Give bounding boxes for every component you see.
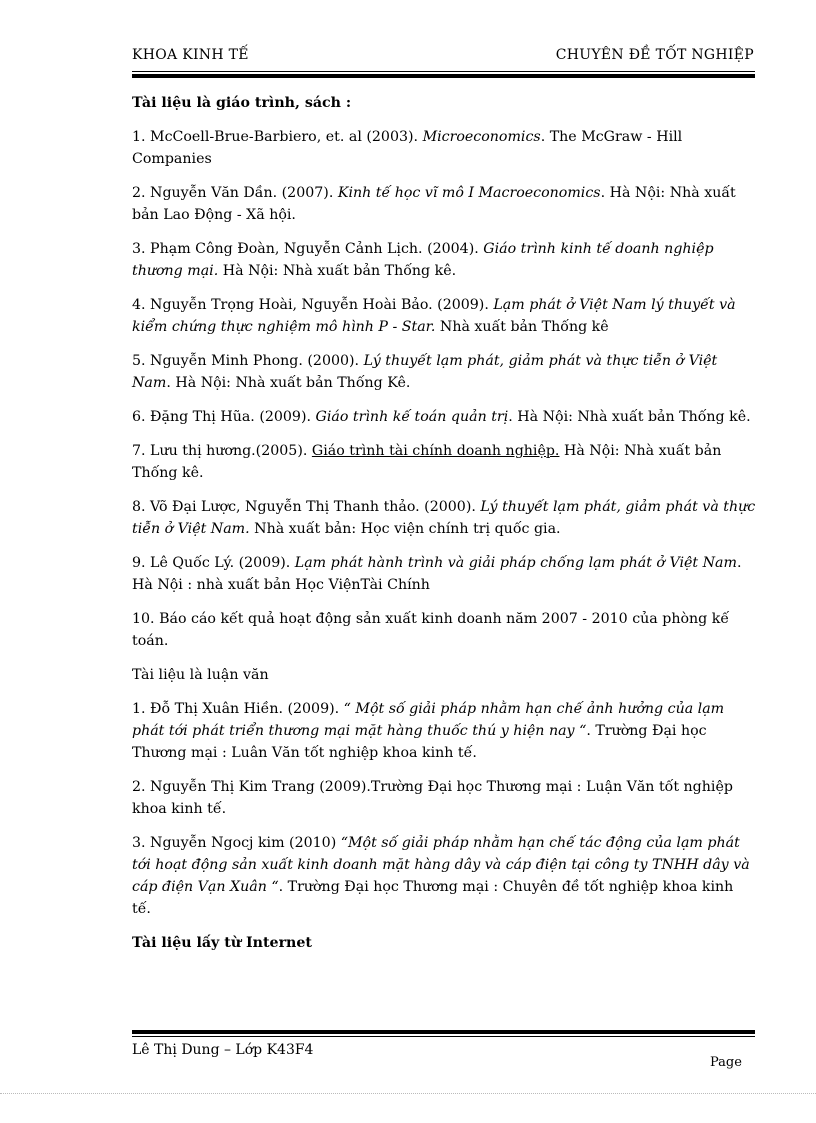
books-heading: Tài liệu là giáo trình, sách : [132,95,352,111]
header-faculty: KHOA KINH TẾ [132,47,249,63]
footer-rule-thin [132,1036,755,1037]
page-header [132,47,754,69]
header-rule-thin [132,71,755,72]
theses-heading: Tài liệu là luận văn [132,667,269,683]
thesis-ref-2: 2. Nguyễn Thị Kim Trang (2009).Trường Đại học Thương mại : Luận Văn tốt nghiệp khoa kinh tế. [132,779,733,817]
book-ref-2: 2. Nguyễn Văn Dần. (2007). Kinh tế học vĩ mô I Macroeconomics. Hà Nội: Nhà xuất bản Lao Động - Xã hội. [132,185,736,223]
page-bottom-divider [0,1093,816,1094]
footer-page-label: Page [710,1055,742,1070]
book-ref-4: 4. Nguyễn Trọng Hoài, Nguyễn Hoài Bảo. (2009). Lạm phát ở Việt Nam lý thuyết và kiểm chứng thực nghiệm mô hình P - Star. Nhà xuất bản Thống kê [132,297,736,335]
book-ref-1: 1. McCoell-Brue-Barbiero, et. al (2003). Microeconomics. The McGraw - Hill Companies [132,129,683,167]
thesis-ref-1: 1. Đỗ Thị Xuân Hiền. (2009). “ Một số giải pháp nhằm hạn chế ảnh hưởng của lạm phát tới phát triển thương mại mặt hàng thuốc thú y hiện nay “. Trường Đại học Thương mại : Luân Văn tốt nghiệp khoa kinh tế. [132,701,725,761]
header-document-type: CHUYÊN ĐỀ TỐT NGHIỆP [555,47,754,63]
book-ref-10: 10. Báo cáo kết quả hoạt động sản xuất kinh doanh năm 2007 - 2010 của phòng kế toán. [132,611,730,649]
book-ref-9: 9. Lê Quốc Lý. (2009). Lạm phát hành trình và giải pháp chống lạm phát ở Việt Nam. Hà Nội : nhà xuất bản Học ViệnTài Chính [132,555,742,593]
book-ref-8: 8. Võ Đại Lược, Nguyễn Thị Thanh thảo. (2000). Lý thuyết lạm phát, giảm phát và thực tiễn ở Việt Nam. Nhà xuất bản: Học viện chính trị quốc gia. [132,499,756,537]
references-body [132,92,756,966]
footer-author: Lê Thị Dung – Lớp K43F4 [132,1042,314,1058]
book-ref-5: 5. Nguyễn Minh Phong. (2000). Lý thuyết lạm phát, giảm phát và thực tiễn ở Việt Nam. Hà Nội: Nhà xuất bản Thống Kê. [132,353,718,391]
internet-heading: Tài liệu lấy từ Internet [132,935,312,951]
thesis-ref-3: 3. Nguyễn Ngocj kim (2010) “Một số giải pháp nhằm hạn chế tác động của lạm phát tới hoạt động sản xuất kinh doanh mặt hàng dây và cáp điện tại công ty TNHH dây và cáp điện Vạn Xuân “. Trường Đại học Thương mại : Chuyên đề tốt nghiệp khoa kinh tế. [132,835,750,917]
footer-rule-thick [132,1030,755,1034]
header-rule-thick [132,74,755,78]
book-ref-6: 6. Đặng Thị Hũa. (2009). Giáo trình kế toán quản trị. Hà Nội: Nhà xuất bản Thống kê. [132,409,751,425]
book-ref-7: 7. Lưu thị hương.(2005). Giáo trình tài chính doanh nghiệp. Hà Nội: Nhà xuất bản Thống kê. [132,443,722,481]
book-ref-3: 3. Phạm Công Đoàn, Nguyễn Cảnh Lịch. (2004). Giáo trình kinh tế doanh nghiệp thương mại. Hà Nội: Nhà xuất bản Thống kê. [132,241,714,279]
